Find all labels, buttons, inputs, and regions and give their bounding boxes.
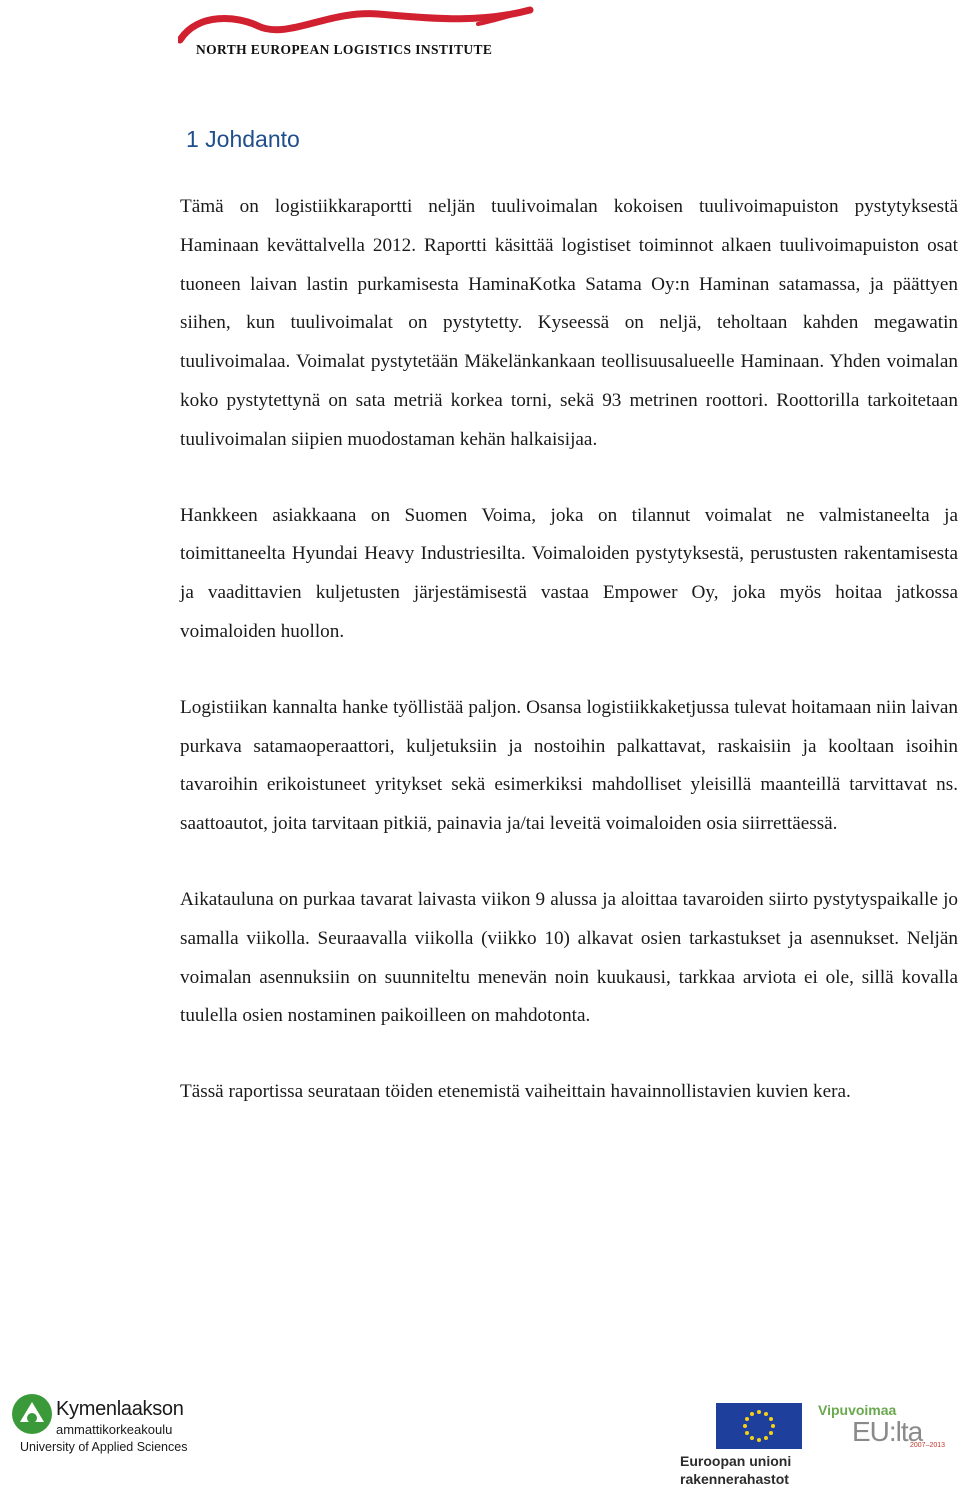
kyamk-name: Kymenlaakson (56, 1398, 184, 1420)
vipuvoimaa-logo (818, 1402, 952, 1454)
eu-caption-line2: rakennerahastot (680, 1471, 789, 1487)
paragraph-report: Tässä raportissa seurataan töiden etenemistä vaiheittain havainnollistavien kuvien kera. (180, 1081, 851, 1103)
paragraph-logistics: Logistiikan kannalta hanke työllistää paljon. Osansa logistiikkaketjussa tulevat hoitamaan niin laivan purkava satamaoperaattori, kuljetuksiin ja nostoihin palkattavat, raskaisiin ja kooltaan isoihin tavaroihin erikoistuneet yritykset sekä esimerkiksi mahdolliset yleisillä maanteillä tarvittavat ns. saattoautot, joita tarvitaan pitkiä, painavia ja/tai leveitä voimaloiden osia siirrettäessä. (180, 696, 958, 835)
vipuvoimaa-eu-text: EU:lta (852, 1416, 923, 1447)
kyamk-subtitle: ammattikorkeakoulu (56, 1422, 173, 1437)
vipuvoimaa-title: Vipuvoimaa (818, 1402, 897, 1418)
paragraph-schedule: Aikatauluna on purkaa tavarat laivasta viikon 9 alussa ja aloittaa tavaroiden siirto pystytyspaikalle jo samalla viikolla. Seuraavalla viikolla (viikko 10) alkavat osien tarkastukset ja asennukset. Neljän voimalan asennuksiin on suunniteltu menevän noin kuukausi, tarkkaa arviota ei ole, sillä kovalla tuulella osien nostaminen paikoilleen on mahdotonta. (180, 888, 958, 1027)
red-swoosh-icon (178, 4, 538, 44)
section-heading: 1 Johdanto (186, 126, 300, 152)
paragraph-intro: Tämä on logistiikkaraportti neljän tuulivoimalan kokoisen tuulivoimapuiston pystytyksestä Haminaan kevättalvella 2012. Raportti käsittää logistiset toiminnot alkaen tuulivoimapuiston osat tuoneen laivan lastin purkamisesta HaminaKotka Satama Oy:n Haminan satamassa, ja päättyen siihen, kun tuulivoimalat on pystytetty. Kyseessä on neljä, teholtaan kahden megawatin tuulivoimalaa. Voimalat pystytetään Mäkelänkankaan teollisuusalueelle Haminaan. Yhden voimalan koko pystytettynä on sata metriä korkea torni, sekä 93 metrinen roottori. Roottorilla tarkoitetaan tuulivoimalan siipien muodostaman kehän halkaisijaa. (180, 196, 958, 450)
body-text (180, 188, 958, 1149)
eu-caption (680, 1452, 810, 1488)
nelli-logo (178, 4, 538, 56)
kyamk-english-name: University of Applied Sciences (20, 1440, 188, 1454)
kyamk-logo (10, 1392, 210, 1462)
eu-caption-line1: Euroopan unioni (680, 1453, 792, 1469)
eu-flag-icon (716, 1403, 802, 1449)
org-name: NORTH EUROPEAN LOGISTICS INSTITUTE (196, 42, 493, 57)
kyamk-badge-icon (10, 1392, 54, 1438)
vipuvoimaa-years: 2007–2013 (910, 1442, 946, 1449)
paragraph-client: Hankkeen asiakkaana on Suomen Voima, joka on tilannut voimalat ne valmistaneelta ja toimittaneelta Hyundai Heavy Industriesilta. Voimaloiden pystytyksestä, perustusten rakentamisesta ja vaadittavien kuljetusten järjestämisestä vastaa Empower Oy, joka myös hoitaa jatkossa voimaloiden huollon. (180, 504, 958, 642)
